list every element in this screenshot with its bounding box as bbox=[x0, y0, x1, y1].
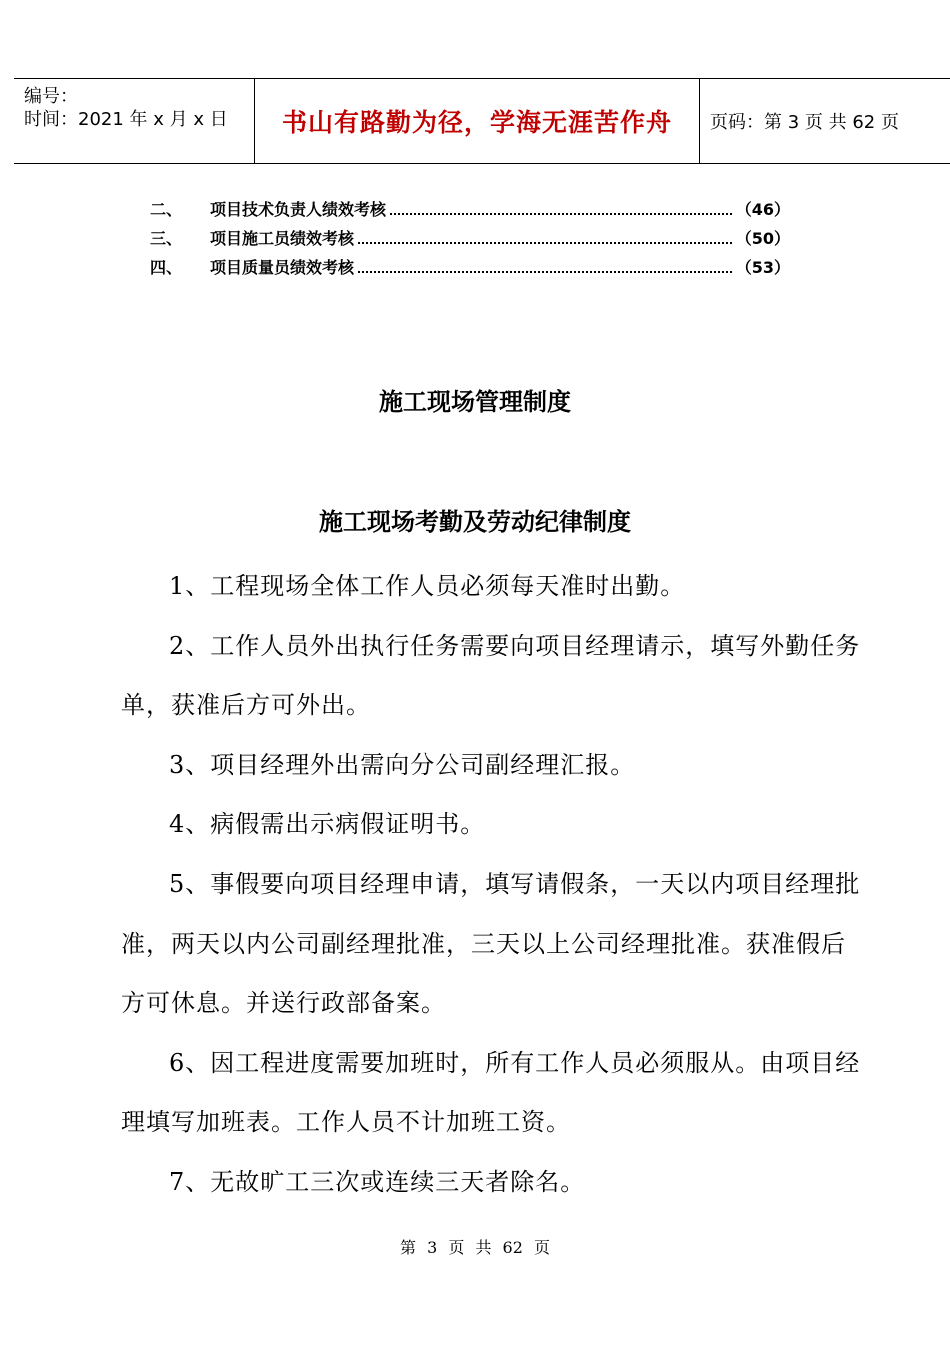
toc-title: 项目技术负责人绩效考核 bbox=[210, 200, 387, 219]
table-of-contents bbox=[150, 197, 790, 284]
toc-number: 三、 bbox=[150, 229, 183, 248]
header-meta bbox=[14, 79, 254, 163]
serial-label: 编号： bbox=[24, 86, 78, 107]
header-page-cell bbox=[700, 79, 950, 163]
section-title: 施工现场管理制度 bbox=[379, 388, 571, 416]
paragraph: 2、工作人员外出执行任务需要向项目经理请示，填写外勤任务单，获准后方可外出。 bbox=[121, 631, 861, 720]
page-label: 页码：第 3 页 共 62 页 bbox=[710, 112, 899, 133]
toc-leader bbox=[390, 213, 732, 215]
toc-title: 项目施工员绩效考核 bbox=[210, 229, 355, 248]
page-header bbox=[14, 78, 950, 164]
toc-number: 二、 bbox=[150, 200, 183, 219]
body-content bbox=[121, 557, 861, 1213]
time-label: 时间：2021 年 x 月 x 日 bbox=[24, 109, 228, 130]
paragraph: 7、无故旷工三次或连续三天者除名。 bbox=[169, 1167, 586, 1196]
motto: 书山有路勤为径，学海无涯苦作舟 bbox=[281, 108, 672, 137]
toc-page: （53） bbox=[735, 258, 790, 277]
toc-entry[interactable] bbox=[150, 255, 790, 284]
page-footer: 第 3 页 共 62 页 bbox=[400, 1238, 550, 1257]
toc-number: 四、 bbox=[150, 258, 183, 277]
toc-entry[interactable] bbox=[150, 197, 790, 226]
toc-leader bbox=[358, 242, 732, 244]
toc-title: 项目质量员绩效考核 bbox=[210, 258, 355, 277]
paragraph: 3、项目经理外出需向分公司副经理汇报。 bbox=[169, 750, 636, 779]
paragraph: 1、工程现场全体工作人员必须每天准时出勤。 bbox=[169, 572, 686, 600]
toc-page: （50） bbox=[735, 229, 790, 248]
header-motto-cell bbox=[254, 79, 700, 163]
paragraph: 6、因工程进度需要加班时，所有工作人员必须服从。由项目经理填写加班表。工作人员不计加班工资。 bbox=[121, 1048, 861, 1137]
paragraph: 5、事假要向项目经理申请，填写请假条，一天以内项目经理批准，两天以内公司副经理批准，三天以上公司经理批准。获准假后方可休息。并送行政部备案。 bbox=[121, 869, 861, 1018]
subsection-title: 施工现场考勤及劳动纪律制度 bbox=[319, 508, 631, 536]
toc-entry[interactable] bbox=[150, 226, 790, 255]
toc-leader bbox=[358, 271, 732, 273]
paragraph: 4、病假需出示病假证明书。 bbox=[169, 810, 486, 839]
toc-page: （46） bbox=[735, 200, 790, 219]
